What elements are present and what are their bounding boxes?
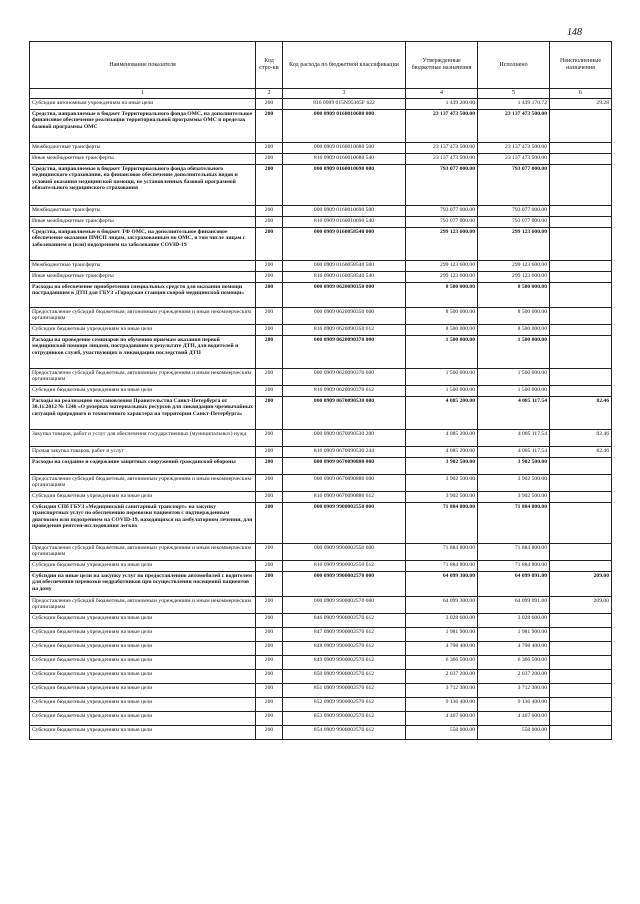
row-name: Субсидии бюджетным учреждениям на иные цели (30, 642, 256, 656)
table-row (30, 165, 612, 206)
row-unexecuted (550, 726, 612, 740)
table-row (30, 369, 612, 386)
row-unexecuted (550, 386, 612, 397)
row-unexecuted (550, 206, 612, 217)
row-approved: 3 902 500.00 (406, 492, 478, 503)
row-approved: 793 077 000.00 (406, 217, 478, 228)
row-approved: 4 085 200.00 (406, 447, 478, 458)
row-line-code: 200 (256, 397, 283, 430)
row-unexecuted (550, 228, 612, 261)
column-number: 2 (256, 89, 283, 99)
row-expense-code: 000 0909 0670090530 000 (283, 397, 406, 430)
row-line-code: 200 (256, 670, 283, 684)
row-name: Субсидии бюджетным учреждениям на иные цели (30, 670, 256, 684)
row-approved: 1 439 200.00 (406, 99, 478, 110)
row-executed: 793 077 000.00 (478, 206, 550, 217)
row-approved: 299 123 600.00 (406, 261, 478, 272)
row-unexecuted (550, 283, 612, 308)
row-name: Средства, направляемые в бюджет Территориального фонда ОМС, на дополнительное финансовое обеспечение реализации территориальной программы ОМС в пределах базовой программы ОМС (30, 110, 256, 143)
row-executed: 71 884 800.00 (478, 561, 550, 572)
row-unexecuted: 209.00 (550, 572, 612, 597)
row-line-code: 200 (256, 628, 283, 642)
row-approved: 8 500 000.00 (406, 308, 478, 325)
row-executed: 793 077 000.00 (478, 217, 550, 228)
table-row (30, 628, 612, 642)
table-row (30, 642, 612, 656)
row-expense-code: 000 0909 0160058540 500 (283, 261, 406, 272)
row-name: Иные межбюджетные трансферты (30, 154, 256, 165)
table-row (30, 397, 612, 430)
row-approved: 23 137 473 500.00 (406, 143, 478, 154)
row-name: Предоставление субсидий бюджетным, автономным учреждениям и иным некоммерческим организациям (30, 308, 256, 325)
row-unexecuted: 29.28 (550, 99, 612, 110)
row-executed: 8 500 000.00 (478, 325, 550, 336)
row-executed: 4 085 117.54 (478, 447, 550, 458)
row-approved: 793 077 000.00 (406, 165, 478, 206)
row-line-code: 200 (256, 430, 283, 447)
row-approved: 6 366 500.00 (406, 656, 478, 670)
row-executed: 3 902 500.00 (478, 492, 550, 503)
row-line-code: 200 (256, 99, 283, 110)
row-unexecuted (550, 143, 612, 154)
row-name: Средства, направляемые в бюджет ТФ ОМС, на дополнительное финансовое обеспечение оказания ПМСП лицам, застрахованным по ОМС, в том числе лицам с заболеванием и (или) подозрением на заболевание COVID-19 (30, 228, 256, 261)
row-executed: 299 123 600.00 (478, 261, 550, 272)
row-executed: 299 123 600.00 (478, 228, 550, 261)
row-executed: 1 500 000.00 (478, 336, 550, 369)
row-line-code: 200 (256, 386, 283, 397)
row-expense-code: 816 0909 0670090530 244 (283, 447, 406, 458)
row-executed: 1 439 170.72 (478, 99, 550, 110)
row-expense-code: 848 0909 9900002570 612 (283, 642, 406, 656)
row-unexecuted (550, 336, 612, 369)
table-row (30, 698, 612, 712)
row-expense-code: 000 0909 9900002570 600 (283, 597, 406, 614)
table-row (30, 458, 612, 475)
table-row (30, 154, 612, 165)
row-unexecuted (550, 272, 612, 283)
header-expense-code: Код расхода по бюджетной классификации (283, 42, 406, 89)
row-name: Субсидии автономным учреждениям на иные цели (30, 99, 256, 110)
row-approved: 64 099 300.00 (406, 572, 478, 597)
row-executed: 1 500 000.00 (478, 369, 550, 386)
row-name: Межбюджетные трансферты (30, 206, 256, 217)
row-line-code: 200 (256, 597, 283, 614)
table-row (30, 430, 612, 447)
header-indicator-name: Наименование показателя (30, 42, 256, 89)
row-line-code: 200 (256, 503, 283, 544)
table-row (30, 656, 612, 670)
row-expense-code: 000 0909 9900002550 000 (283, 503, 406, 544)
row-executed: 4 467 000.00 (478, 712, 550, 726)
row-line-code: 200 (256, 684, 283, 698)
row-unexecuted (550, 561, 612, 572)
row-line-code: 200 (256, 154, 283, 165)
row-name: Субсидии бюджетным учреждениям на иные цели (30, 698, 256, 712)
table-row (30, 336, 612, 369)
row-executed: 558 000.00 (478, 726, 550, 740)
row-expense-code: 849 0909 9900002570 612 (283, 656, 406, 670)
row-executed: 23 137 473 500.00 (478, 110, 550, 143)
row-name: Субсидии бюджетным учреждениям на иные цели (30, 656, 256, 670)
row-name: Субсидии бюджетным учреждениям на иные цели (30, 628, 256, 642)
row-approved: 1 500 000.00 (406, 386, 478, 397)
row-line-code: 200 (256, 475, 283, 492)
row-expense-code: 851 0909 9900002570 612 (283, 684, 406, 698)
row-name: Предоставление субсидий бюджетным, автономным учреждениям и иным некоммерческим организациям (30, 544, 256, 561)
row-name: Расходы на реализацию постановления Правительства Санкт-Петербурга от 30.11.2012 № 1246 «О резервах материальных ресурсов для ликвидации чрезвычайных ситуаций природного и техногенного характера на территории Санкт-Петербурга» (30, 397, 256, 430)
table-row (30, 325, 612, 336)
table-row (30, 712, 612, 726)
row-line-code: 200 (256, 206, 283, 217)
row-unexecuted (550, 458, 612, 475)
row-approved: 8 500 000.00 (406, 325, 478, 336)
row-unexecuted (550, 698, 612, 712)
row-approved: 71 884 800.00 (406, 561, 478, 572)
row-unexecuted: 82.46 (550, 430, 612, 447)
row-line-code: 200 (256, 544, 283, 561)
row-name: Субсидия СПб ГБУЗ «Медицинский санитарный транспорт» на закупку транспортных услуг по обеспечению перевозки пациентов с подтвержденным диагнозом или подозрением на COVID-19, находящихся на амбулаторном лечении, для проведения рентген-исследования легких (30, 503, 256, 544)
column-number: 6 (550, 89, 612, 99)
row-executed: 64 099 091.00 (478, 597, 550, 614)
row-line-code: 200 (256, 283, 283, 308)
row-unexecuted (550, 684, 612, 698)
row-expense-code: 000 0909 0620090370 600 (283, 369, 406, 386)
row-expense-code: 000 0909 0160058540 000 (283, 228, 406, 261)
row-name: Расходы на создание и содержание защитных сооружений гражданской обороны (30, 458, 256, 475)
row-executed: 793 077 000.00 (478, 165, 550, 206)
row-approved: 23 137 473 500.00 (406, 110, 478, 143)
row-expense-code: 816 0909 0160058540 540 (283, 272, 406, 283)
row-approved: 9 136 400.00 (406, 698, 478, 712)
page-number: 148 (567, 27, 582, 38)
row-unexecuted (550, 628, 612, 642)
row-executed: 71 884 800.00 (478, 503, 550, 544)
row-name: Иные межбюджетные трансферты (30, 217, 256, 228)
table-row (30, 261, 612, 272)
row-name: Субсидии бюджетным учреждениям на иные цели (30, 492, 256, 503)
row-expense-code: 000 0909 0670090880 000 (283, 458, 406, 475)
row-approved: 3 712 300.00 (406, 684, 478, 698)
row-name: Субсидии бюджетным учреждениям на иные цели (30, 386, 256, 397)
row-expense-code: 816 0909 9900002550 612 (283, 561, 406, 572)
row-approved: 2 037 200.00 (406, 670, 478, 684)
row-expense-code: 000 0909 0670090880 600 (283, 475, 406, 492)
row-line-code: 200 (256, 492, 283, 503)
header-line-code: Код стро-ки (256, 42, 283, 89)
table-row (30, 492, 612, 503)
row-approved: 71 884 800.00 (406, 503, 478, 544)
row-name: Предоставление субсидий бюджетным, автономным учреждениям и иным некоммерческим организациям (30, 369, 256, 386)
row-line-code: 200 (256, 336, 283, 369)
row-expense-code: 816 0909 0620090370 612 (283, 386, 406, 397)
row-name: Субсидии бюджетным учреждениям на иные цели (30, 614, 256, 628)
row-expense-code: 852 0909 9900002570 612 (283, 698, 406, 712)
row-executed: 3 028 600.00 (478, 614, 550, 628)
row-expense-code: 816 0909 0160010690 540 (283, 217, 406, 228)
row-unexecuted (550, 614, 612, 628)
row-line-code: 200 (256, 325, 283, 336)
row-name: Прочая закупка товаров, работ и услуг (30, 447, 256, 458)
row-approved: 3 028 600.00 (406, 614, 478, 628)
row-unexecuted (550, 110, 612, 143)
row-unexecuted (550, 712, 612, 726)
row-line-code: 200 (256, 712, 283, 726)
table-row (30, 561, 612, 572)
row-unexecuted (550, 325, 612, 336)
row-approved: 299 123 600.00 (406, 272, 478, 283)
column-number-row (30, 89, 612, 99)
row-name: Закупка товаров, работ и услуг для обеспечения государственных (муниципальных) нужд (30, 430, 256, 447)
column-number: 3 (283, 89, 406, 99)
row-line-code: 200 (256, 272, 283, 283)
row-name: Расходы на проведение семинаров по обучению приемам оказания первой медицинской помощи лицами, пострадавшим в результате ДТП, для водителей и сотрудников служб, участвующих в ликвидации последствий ДТП (30, 336, 256, 369)
row-approved: 4 085 200.00 (406, 397, 478, 430)
row-name: Субсидии бюджетным учреждениям на иные цели (30, 684, 256, 698)
row-approved: 1 500 000.00 (406, 336, 478, 369)
row-unexecuted (550, 503, 612, 544)
row-line-code: 200 (256, 458, 283, 475)
row-executed: 23 137 473 500.00 (478, 154, 550, 165)
table-row (30, 503, 612, 544)
column-number: 5 (478, 89, 550, 99)
row-unexecuted (550, 475, 612, 492)
row-expense-code: 816 0909 0620090350 612 (283, 325, 406, 336)
budget-execution-table (29, 41, 612, 740)
row-line-code: 200 (256, 698, 283, 712)
row-approved: 4 085 200.00 (406, 430, 478, 447)
row-expense-code: 816 0909 015N95365F 622 (283, 99, 406, 110)
table-row (30, 614, 612, 628)
row-line-code: 200 (256, 369, 283, 386)
row-line-code: 200 (256, 572, 283, 597)
row-line-code: 200 (256, 726, 283, 740)
row-unexecuted (550, 544, 612, 561)
row-executed: 3 902 500.00 (478, 475, 550, 492)
row-executed: 9 136 400.00 (478, 698, 550, 712)
table-row (30, 447, 612, 458)
row-executed: 6 366 500.00 (478, 656, 550, 670)
row-unexecuted (550, 154, 612, 165)
row-executed: 8 500 000.00 (478, 308, 550, 325)
table-row (30, 99, 612, 110)
row-name: Предоставление субсидий бюджетным, автономным учреждениям и иным некоммерческим организациям (30, 475, 256, 492)
row-expense-code: 000 0909 0620090350 600 (283, 308, 406, 325)
table-row (30, 272, 612, 283)
row-approved: 558 000.00 (406, 726, 478, 740)
row-expense-code: 847 0909 9900002570 612 (283, 628, 406, 642)
table-row (30, 544, 612, 561)
row-approved: 3 902 500.00 (406, 458, 478, 475)
row-name: Средства, направляемые в бюджет Территориального фонда обязательного медицинского страхования, на финансовое обеспечение дополнительных видов и условий оказания медицинской помощи, не установленных базовой программой обязательного медицинского страхования (30, 165, 256, 206)
row-name: Межбюджетные трансферты (30, 143, 256, 154)
row-line-code: 200 (256, 261, 283, 272)
row-name: Субсидии бюджетным учреждениям на иные цели (30, 561, 256, 572)
row-approved: 8 500 000.00 (406, 283, 478, 308)
row-unexecuted (550, 165, 612, 206)
table-row (30, 726, 612, 740)
row-line-code: 200 (256, 656, 283, 670)
row-expense-code: 000 0909 0620090370 000 (283, 336, 406, 369)
table-row (30, 597, 612, 614)
table-row (30, 308, 612, 325)
row-name: Субсидии бюджетным учреждениям на иные цели (30, 325, 256, 336)
row-approved: 23 137 473 500.00 (406, 154, 478, 165)
table-row (30, 684, 612, 698)
table-row (30, 143, 612, 154)
row-unexecuted (550, 670, 612, 684)
row-expense-code: 816 0909 0160010680 540 (283, 154, 406, 165)
row-unexecuted (550, 308, 612, 325)
row-expense-code: 000 0909 9900002570 000 (283, 572, 406, 597)
row-line-code: 200 (256, 228, 283, 261)
row-approved: 1 500 000.00 (406, 369, 478, 386)
row-expense-code: 850 0909 9900002570 612 (283, 670, 406, 684)
table-row (30, 110, 612, 143)
row-approved: 793 077 000.00 (406, 206, 478, 217)
row-expense-code: 000 0909 9900002550 600 (283, 544, 406, 561)
row-line-code: 200 (256, 165, 283, 206)
header-executed: Исполнено (478, 42, 550, 89)
row-approved: 299 123 600.00 (406, 228, 478, 261)
row-unexecuted (550, 261, 612, 272)
row-unexecuted: 82.46 (550, 397, 612, 430)
row-line-code: 200 (256, 143, 283, 154)
row-expense-code: 816 0909 0670090880 612 (283, 492, 406, 503)
header-unexecuted: Неисполненные назначения (550, 42, 612, 89)
row-executed: 64 099 091.00 (478, 572, 550, 597)
row-executed: 23 137 473 500.00 (478, 143, 550, 154)
row-unexecuted (550, 656, 612, 670)
row-name: Субсидии бюджетным учреждениям на иные цели (30, 712, 256, 726)
row-approved: 3 902 500.00 (406, 475, 478, 492)
row-name: Иные межбюджетные трансферты (30, 272, 256, 283)
row-approved: 71 884 800.00 (406, 544, 478, 561)
row-executed: 1 981 900.00 (478, 628, 550, 642)
column-number: 4 (406, 89, 478, 99)
row-expense-code: 000 0909 0670090530 200 (283, 430, 406, 447)
column-number: 1 (30, 89, 256, 99)
row-executed: 8 500 000.00 (478, 283, 550, 308)
row-unexecuted (550, 369, 612, 386)
row-line-code: 200 (256, 614, 283, 628)
row-executed: 3 902 500.00 (478, 458, 550, 475)
row-line-code: 200 (256, 561, 283, 572)
table-row (30, 228, 612, 261)
row-line-code: 200 (256, 642, 283, 656)
row-executed: 1 500 000.00 (478, 386, 550, 397)
row-unexecuted: 209.00 (550, 597, 612, 614)
row-executed: 3 712 300.00 (478, 684, 550, 698)
row-approved: 4 467 000.00 (406, 712, 478, 726)
row-line-code: 200 (256, 110, 283, 143)
table-row (30, 670, 612, 684)
row-executed: 4 085 117.54 (478, 430, 550, 447)
table-row (30, 217, 612, 228)
row-name: Межбюджетные трансферты (30, 261, 256, 272)
row-expense-code: 000 0909 0620090350 000 (283, 283, 406, 308)
row-expense-code: 000 0909 0160010680 500 (283, 143, 406, 154)
row-name: Субсидии бюджетным учреждениям на иные цели (30, 726, 256, 740)
row-expense-code: 000 0909 0160010680 000 (283, 110, 406, 143)
table-row (30, 206, 612, 217)
row-unexecuted (550, 492, 612, 503)
row-expense-code: 000 0909 0160010690 000 (283, 165, 406, 206)
row-executed: 2 037 200.00 (478, 670, 550, 684)
row-name: Расходы на обеспечение приобретения специальных средств для оказания помощи пострадавшим в ДТП для ГБУЗ «Городская станция скорой медицинской помощи» (30, 283, 256, 308)
row-expense-code: 846 0909 9900002570 612 (283, 614, 406, 628)
row-line-code: 200 (256, 308, 283, 325)
row-expense-code: 000 0909 0160010690 500 (283, 206, 406, 217)
table-row (30, 283, 612, 308)
row-expense-code: 853 0909 9900002570 612 (283, 712, 406, 726)
header-approved: Утвержденные бюджетные назначения (406, 42, 478, 89)
table-row (30, 386, 612, 397)
row-expense-code: 854 0909 9900002570 612 (283, 726, 406, 740)
row-line-code: 200 (256, 447, 283, 458)
row-executed: 299 123 600.00 (478, 272, 550, 283)
table-header-row (30, 42, 612, 89)
row-executed: 71 884 800.00 (478, 544, 550, 561)
row-unexecuted (550, 642, 612, 656)
row-name: Предоставление субсидий бюджетным, автономным учреждениям и иным некоммерческим организациям (30, 597, 256, 614)
table-row (30, 572, 612, 597)
row-approved: 64 099 300.00 (406, 597, 478, 614)
row-executed: 4 798 400.00 (478, 642, 550, 656)
row-approved: 1 981 900.00 (406, 628, 478, 642)
row-unexecuted (550, 217, 612, 228)
row-executed: 4 085 117.54 (478, 397, 550, 430)
row-line-code: 200 (256, 217, 283, 228)
table-row (30, 475, 612, 492)
row-unexecuted: 82.46 (550, 447, 612, 458)
row-approved: 4 798 400.00 (406, 642, 478, 656)
row-name: Субсидии на иные цели на закупку услуг по предоставлению автомобилей с водителем для обеспечения перевозки медработников при осуществлении посещений пациентов на дому (30, 572, 256, 597)
